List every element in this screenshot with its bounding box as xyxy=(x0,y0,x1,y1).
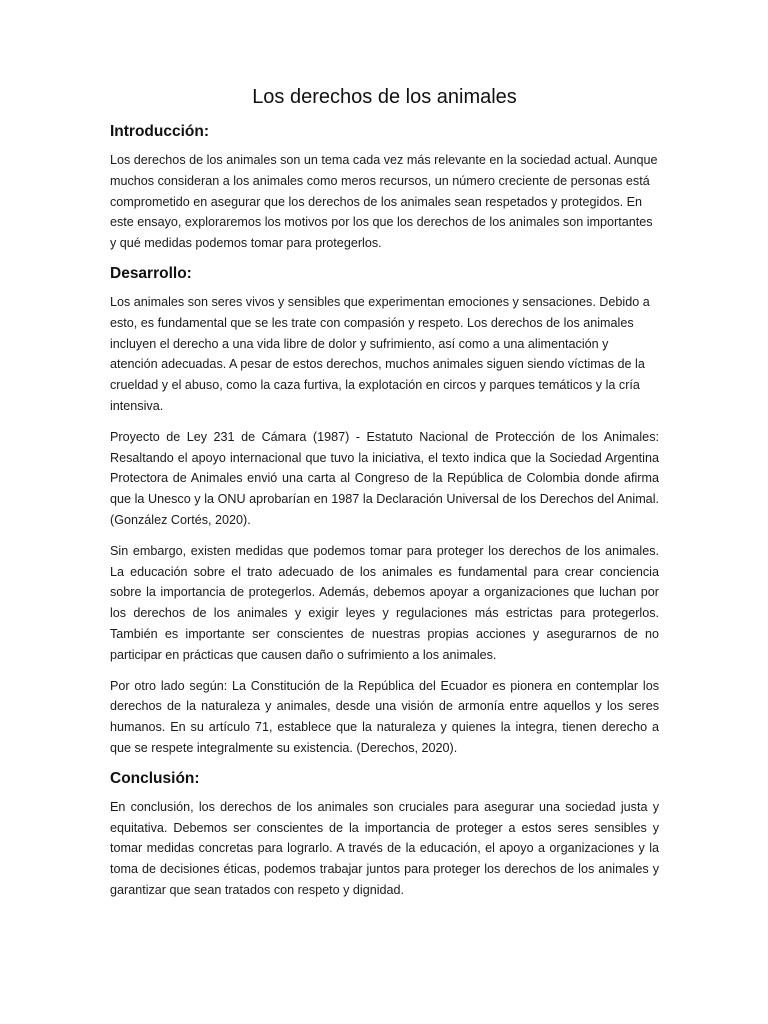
paragraph-desarrollo-2: Proyecto de Ley 231 de Cámara (1987) - Estatuto Nacional de Protección de los Animales: Resaltando el apoyo internacional que tuvo la iniciativa, el texto indica que la Sociedad Argentina Protectora de Animales envió una carta al Congreso de la República de Colombia donde afirma que la Unesco y la ONU aprobarían en 1987 la Declaración Universal de los Derechos del Animal. (González Cortés, 2020). xyxy=(110,429,659,527)
paragraph-desarrollo-4: Por otro lado según: La Constitución de la República del Ecuador es pionera en contemplar los derechos de la naturaleza y animales, desde una visión de armonía entre aquellos y los seres humanos. En su artículo 71, establece que la naturaleza y quienes la integra, tienen derecho a que se respete integralmente su existencia. (Derechos, 2020). xyxy=(110,678,659,755)
section-desarrollo xyxy=(110,264,659,759)
paragraph-conclusion-1: En conclusión, los derechos de los animales son cruciales para asegurar una sociedad justa y equitativa. Debemos ser conscientes de la importancia de proteger a estos seres sensibles y tomar medidas concretas para lograrlo. A través de la educación, el apoyo a organizaciones y la toma de decisiones éticas, podemos trabajar juntos para proteger los derechos de los animales y garantizar que sean tratados con respeto y dignidad. xyxy=(110,799,659,897)
section-heading-conclusion: Conclusión: xyxy=(110,769,200,787)
paragraph-introduccion-1: Los derechos de los animales son un tema cada vez más relevante en la sociedad actual. Aunque muchos consideran a los animales como meros recursos, un número creciente de personas está comprometido en asegurar que los derechos de los animales sean respetados y protegidos. En este ensayo, exploraremos los motivos por los que los derechos de los animales son importantes y qué medidas podemos tomar para protegerlos. xyxy=(110,153,658,251)
paragraph-desarrollo-3: Sin embargo, existen medidas que podemos tomar para proteger los derechos de los animales. La educación sobre el trato adecuado de los animales es fundamental para crear conciencia sobre la importancia de protegerlos. Además, debemos apoyar a organizaciones que luchan por los derechos de los animales y exigir leyes y regulaciones más estrictas para protegerlos. También es importante ser conscientes de nuestras propias acciones y asegurarnos de no participar en prácticas que causen daño o sufrimiento a los animales. xyxy=(110,543,659,662)
section-heading-introduccion: Introducción: xyxy=(110,123,210,140)
document-title: Los derechos de los animales xyxy=(252,86,517,108)
paragraph-desarrollo-1: Los animales son seres vivos y sensibles que experimentan emociones y sensaciones. Debido a esto, es fundamental que se les trate con compasión y respeto. Los derechos de los animales incluyen el derecho a una vida libre de dolor y sufrimiento, así como a una alimentación y atención adecuadas. A pesar de estos derechos, muchos animales siguen siendo víctimas de la crueldad y el abuso, como la caza furtiva, la explotación en circos y parques temáticos y la cría intensiva. xyxy=(110,294,650,413)
section-heading-desarrollo: Desarrollo: xyxy=(110,264,192,282)
section-introduccion xyxy=(110,122,659,254)
section-conclusion xyxy=(110,769,659,901)
